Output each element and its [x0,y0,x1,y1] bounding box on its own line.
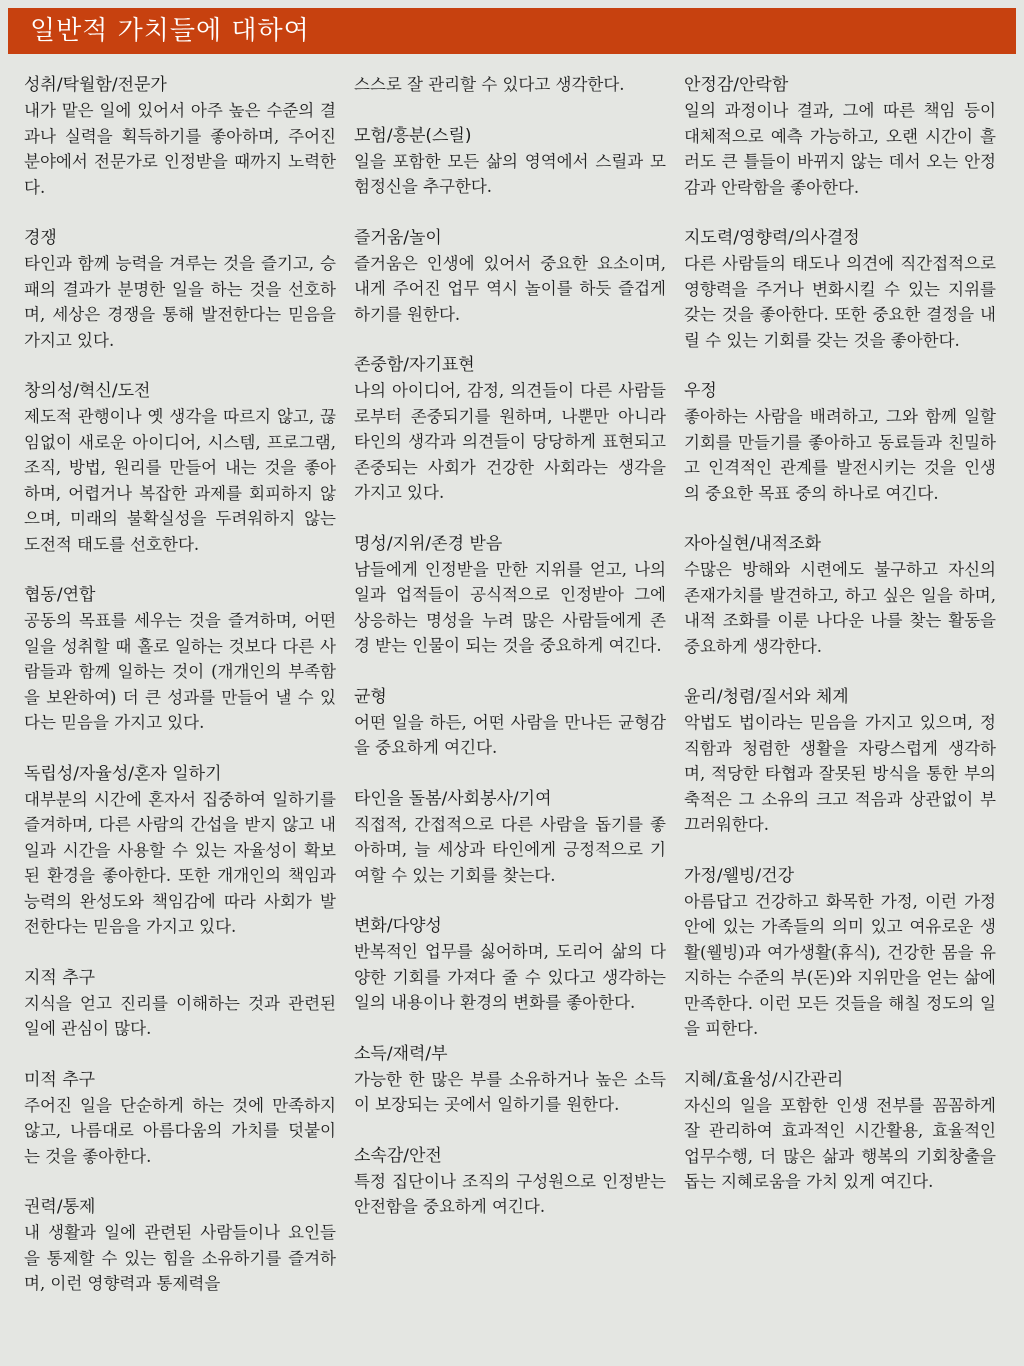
header-banner [8,8,1016,54]
value-title: 균형 [354,686,387,707]
value-description: 공동의 목표를 세우는 것을 즐겨하며, 어떤 일을 성취할 때 홀로 일하는 것보다 다른 사람들과 함께 일하는 것이 (개개인의 부족함을 보완하여) 더 큰 성과를 만들어 낼 수 있다는 믿음을 가지고 있다. [24,611,336,732]
value-section [24,225,336,353]
value-section [684,225,996,353]
value-section [24,1194,336,1297]
value-section [684,1067,996,1195]
value-title: 독립성/자율성/혼자 일하기 [24,763,222,784]
value-description: 타인과 함께 능력을 겨루는 것을 즐기고, 승패의 결과가 분명한 일을 하는 것을 선호하며, 세상은 경쟁을 통해 발전한다는 믿음을 가지고 있다. [24,254,336,350]
value-description: 아름답고 건강하고 화목한 가정, 이런 가정 안에 있는 가족들의 의미 있고 여유로운 생활(웰빙)과 여가생활(휴식), 건강한 몸을 유지하는 수준의 부(돈)와 지위만을 얻는 삶에 만족한다. 이런 모든 것들을 해칠 정도의 일을 피한다. [684,891,996,1038]
value-description: 즐거움은 인생에 있어서 중요한 요소이며, 내게 주어진 업무 역시 놀이를 하듯 즐겁게 하기를 원한다. [354,253,666,324]
value-title: 권력/통제 [24,1197,96,1217]
value-description: 자신의 일을 포함한 인생 전부를 꼼꼼하게 잘 관리하여 효과적인 시간활용, 효율적인 업무수행, 더 많은 삶과 행복의 기회창출을 돕는 지혜로움을 가치 있게 여긴다. [684,1095,996,1191]
value-description: 가능한 한 많은 부를 소유하거나 높은 소득이 보장되는 곳에서 일하기를 원한다. [354,1069,666,1114]
value-section [684,72,996,200]
value-section [684,378,996,506]
value-title: 변화/다양성 [354,916,442,936]
value-description: 다른 사람들의 태도나 의견에 직간접적으로 영향력을 주거나 변화시킬 수 있는 지위를 갖는 것을 좋아한다. 또한 중요한 결정을 내릴 수 있는 기회를 갖는 것을 좋아한다. [684,254,996,350]
value-title: 타인을 돌봄/사회봉사/기여 [354,788,552,809]
value-description-continued: 스스로 잘 관리할 수 있다고 생각한다. [354,75,625,94]
value-section [354,1143,666,1220]
value-section [24,1067,336,1170]
value-description: 어떤 일을 하든, 어떤 사람을 만나든 균형감을 중요하게 여긴다. [354,712,666,757]
value-section [684,684,996,838]
value-section [354,684,666,761]
value-description: 주어진 일을 단순하게 하는 것에 만족하지 않고, 나름대로 아름다움의 가치를 덧붙이는 것을 좋아한다. [24,1095,336,1166]
value-description: 남들에게 인정받을 만한 지위를 얻고, 나의 일과 업적들이 공식적으로 인정받아 그에 상응하는 명성을 누려 많은 사람들에게 존경 받는 인물이 되는 것을 중요하게 여긴다. [354,559,666,655]
value-section [24,582,336,736]
value-description: 내 생활과 일에 관련된 사람들이나 요인들을 통제할 수 있는 힘을 소유하기를 즐겨하며, 이런 영향력과 통제력을 [24,1223,336,1293]
value-title: 지도력/영향력/의사결정 [684,228,860,248]
value-description: 일을 포함한 모든 삶의 영역에서 스릴과 모험정신을 추구한다. [354,151,666,196]
value-title: 성취/탁월함/전문가 [24,75,167,95]
value-description: 직접적, 간접적으로 다른 사람을 돕기를 좋아하며, 늘 세상과 타인에게 긍정적으로 기여할 수 있는 기회를 찾는다. [354,814,666,885]
value-description: 반복적인 업무를 싫어하며, 도리어 삶의 다양한 기회를 가져다 줄 수 있다고 생각하는 일의 내용이나 환경의 변화를 좋아한다. [354,942,666,1012]
value-title: 지적 추구 [24,967,96,988]
value-title: 지혜/효율성/시간관리 [684,1069,844,1090]
column-middle [354,72,666,1245]
value-description: 좋아하는 사람을 배려하고, 그와 함께 일할 기회를 만들기를 좋아하고 동료들과 친밀하고 인격적인 관계를 발전시키는 것을 인생의 중요한 목표 중의 하나로 여긴다. [684,407,996,503]
value-section [24,965,336,1042]
value-title: 창의성/혁신/도전 [24,381,151,401]
value-section [24,761,336,940]
column-right [684,72,996,1220]
value-section [354,531,666,659]
value-description: 제도적 관행이나 옛 생각을 따르지 않고, 끊임없이 새로운 아이디어, 시스템, 프로그램, 조직, 방법, 원리를 만들어 내는 것을 좋아하며, 어렵거나 복잡한 과제를 회피하지 않으며, 미래의 불확실성을 두려워하지 않는 도전적 태도를 선호한다. [24,407,336,554]
value-section [354,225,666,328]
value-description: 내가 맡은 일에 있어서 아주 높은 수준의 결과나 실력을 획득하기를 좋아하며, 주어진 분야에서 전문가로 인정받을 때까지 노력한다. [24,101,336,197]
value-section [24,72,336,200]
value-section [354,913,666,1016]
value-section [684,531,996,659]
value-title: 안정감/안락함 [684,75,789,95]
value-title: 명성/지위/존경 받음 [354,533,503,554]
value-title: 존중함/자기표현 [354,355,475,375]
value-section [354,786,666,889]
column-left [24,72,336,1322]
value-title: 소속감/안전 [354,1145,442,1166]
value-description: 대부분의 시간에 혼자서 집중하여 일하기를 즐겨하며, 다른 사람의 간섭을 받지 않고 내 일과 시간을 사용할 수 있는 자율성이 확보된 환경을 좋아한다. 또한 개개인의 책임과 능력의 완성도와 책임감에 따라 사회가 발전한다는 믿음을 가지고 있다. [24,789,336,936]
value-title: 협동/연합 [24,585,96,605]
value-description: 지식을 얻고 진리를 이해하는 것과 관련된 일에 관심이 많다. [24,993,336,1038]
value-description: 특정 집단이나 조직의 구성원으로 인정받는 안전함을 중요하게 여긴다. [354,1171,666,1216]
value-description: 나의 아이디어, 감정, 의견들이 다른 사람들로부터 존중되기를 원하며, 나뿐만 아니라 타인의 생각과 의견들이 당당하게 표현되고 존중되는 사회가 건강한 사회라는 생각을 가지고 있다. [354,381,666,502]
value-section [684,863,996,1042]
value-description: 수많은 방해와 시련에도 불구하고 자신의 존재가치를 발견하고, 하고 싶은 일을 하며, 내적 조화를 이룬 나다운 나를 찾는 활동을 중요하게 생각한다. [684,560,996,656]
value-section [354,352,666,506]
value-title: 즐거움/놀이 [354,227,442,248]
value-title: 자아실현/내적조화 [684,534,822,554]
value-title: 모험/흥분(스릴) [354,125,472,146]
value-title: 소득/재력/부 [354,1043,448,1064]
value-section [354,123,666,200]
value-title: 가정/웰빙/건강 [684,865,794,886]
value-section [354,1041,666,1118]
value-title: 우정 [684,381,717,401]
value-title: 윤리/청렴/질서와 체계 [684,687,849,707]
value-description: 일의 과정이나 결과, 그에 따른 책임 등이 대체적으로 예측 가능하고, 오랜 시간이 흘러도 큰 틀들이 바뀌지 않는 데서 오는 안정감과 안락함을 좋아한다. [684,101,996,197]
page-title: 일반적 가치들에 대하여 [30,16,310,46]
value-description: 악법도 법이라는 믿음을 가지고 있으며, 정직함과 청렴한 생활을 자랑스럽게 생각하며, 적당한 타협과 잘못된 방식을 통한 부의 축적은 그 소유의 크고 적음과 상관없이 부끄러워한다. [684,713,996,834]
value-section [24,378,336,557]
value-title: 경쟁 [24,228,57,248]
value-title: 미적 추구 [24,1069,96,1090]
